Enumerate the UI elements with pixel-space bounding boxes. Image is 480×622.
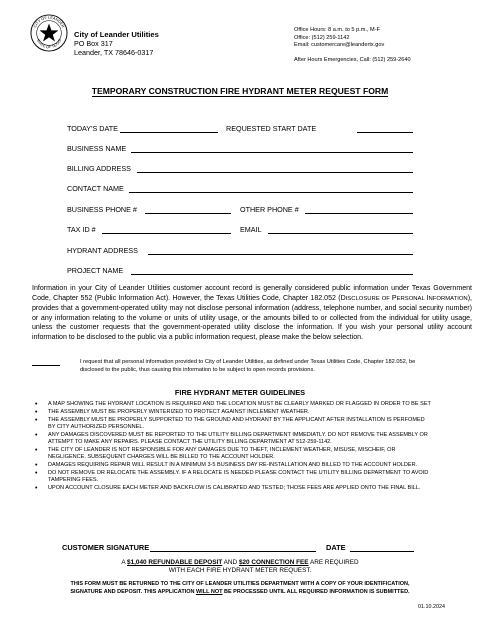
connection-fee: $20 CONNECTION FEE [238, 559, 309, 566]
guideline-item: • THE CITY OF LEANDER IS NOT RESPONSIBLE FOR ANY DAMAGES DUE TO THEFT, INCLEMENT WEATHER, MISUSE, MISCHEIF, OR NEGLIGENCE. SUBSEQUENT CHARGES WILL BE BILLED TO THE ACCOUNT HOLDER. [32, 447, 432, 462]
business-name-label: BUSINESS NAME [67, 144, 127, 153]
signature-date-field[interactable] [350, 551, 414, 552]
address-line-2: Leander, TX 78646-0317 [74, 48, 154, 57]
contact-email: Email: customercare@leandertx.gov [294, 42, 385, 49]
guidelines-list [32, 401, 432, 493]
billing-address-field[interactable] [137, 172, 413, 173]
svg-text:STATE OF TEXAS: STATE OF TEXAS [35, 38, 63, 50]
requested-start-date-label: REQUESTED START DATE [226, 124, 317, 133]
requested-start-date-field[interactable] [357, 132, 413, 133]
business-phone-label: BUSINESS PHONE # [67, 205, 137, 214]
tax-id-label: TAX ID # [67, 225, 96, 234]
submission-notice: THIS FORM MUST BE RETURNED TO THE CITY OF LEANDER UTILITIES DEPARTMENT WITH A COPY OF YOUR IDENTIFICATION, SIGNATURE AND DEPOSIT. THIS APPLICATION WILL NOT BE PROCESSED UNTIL ALL REQUIRED INFORMATION IS SUBMITTED. [70, 581, 410, 595]
guideline-item: • A MAP SHOWING THE HYDRANT LOCATION IS REQUIRED AND THE LOCATION MUST BE CLEARLY MARKED OR FLAGGED IN ORDER TO BE SET [32, 401, 432, 408]
guideline-item: • DO NOT REMOVE OR RELOCATE THE ASSEMBLY. IF A RELOCATE IS NEEDED PLEASE CONTACT THE UTILITY BILLING DEPARTMENT TO AVOID TAMPERING FEES. [32, 470, 432, 485]
billing-address-label: BILLING ADDRESS [67, 164, 131, 173]
business-phone-field[interactable] [145, 213, 231, 214]
email-label: EMAIL [240, 225, 262, 234]
business-name-field[interactable] [131, 152, 413, 153]
hydrant-address-field[interactable] [148, 254, 413, 255]
guidelines-title: FIRE HYDRANT METER GUIDELINES [174, 388, 306, 397]
office-hours: Office Hours: 8 a.m. to 5 p.m., M-F [294, 27, 381, 33]
emergency-phone: After Hours Emergencies, Call: (512) 259-2640 [294, 56, 411, 63]
deposit-amount: $1,040 REFUNDABLE DEPOSIT [127, 559, 223, 566]
tax-id-field[interactable] [102, 233, 231, 234]
office-phone: Office: (512) 259-1142 [294, 34, 350, 41]
contact-info [294, 27, 411, 64]
other-phone-field[interactable] [305, 213, 413, 214]
todays-date-field[interactable] [120, 132, 218, 133]
address-line-1: PO Box 317 [74, 39, 113, 48]
revision-date: 01.10.2024 [418, 604, 445, 610]
other-phone-label: OTHER PHONE # [240, 205, 299, 214]
contact-name-field[interactable] [129, 192, 413, 193]
guideline-item: • UPON ACCOUNT CLOSURE EACH METER AND BACKFLOW IS CALIBRATED AND TESTED; THOSE FEES ARE APPLIED ONTO THE FINAL BILL. [32, 485, 432, 492]
privacy-notice: Information in your City of Leander Utilities customer account record is generally considered public information under Texas Government Code, Chapter 552 (Public Information Act). However, the Texas Utilities Code, Chapter 182.052 (DISCLOSURE OF PERSONAL INFORMATION), provides that a government-operated utility may not disclose personal information (address, telephone number, and social security number) or any information relating to the volume or units of utility usage, or the amounts billed to or collected from the individual for utility usage, unless the customer requests that the government-operated utility disclose the information. If you wish your personal utility account information to be disclosed to the public via a public information request, please make the below selection. [32, 285, 472, 341]
email-field[interactable] [268, 233, 413, 234]
customer-signature-field[interactable] [150, 551, 316, 552]
guideline-item: • THE ASSEMBLY MUST BE PROPERLY WINTERIZED TO PROTECT AGAINST INCLEMENT WEATHER. [32, 409, 432, 416]
todays-date-label: TODAY'S DATE [67, 124, 118, 133]
deposit-requirement: A $1,040 REFUNDABLE DEPOSIT AND $20 CONNECTION FEE ARE REQUIRED WITH EACH FIRE HYDRANT METER REQUEST. [121, 559, 359, 574]
guideline-item: • DAMAGES REQUIRING REPAIR WILL RESULT IN A MINIMUM 3-5 BUSINESS DAY RE-INSTALLATION AND BILLED TO THE ACCOUNT HOLDER. [32, 462, 432, 469]
contact-name-label: CONTACT NAME [67, 184, 124, 193]
guideline-item: • ANY DAMAGES DISCOVERED MUST BE REPORTED TO THE UTILITY BILLING DEPARTMENT IMMEDIATLY. DO NOT REMOVE THE ASSEMBLY OR ATTEMPT TO MAKE ANY REPAIRS. PLEASE CONTACT THE UTILITY BILLING DEPARTMENT AT 512-259-1142. [32, 432, 432, 447]
project-name-label: PROJECT NAME [67, 266, 124, 275]
organization-address [74, 30, 159, 57]
city-seal-logo [30, 14, 68, 52]
hydrant-address-label: HYDRANT ADDRESS [67, 246, 138, 255]
disclosure-initial-field[interactable] [32, 365, 60, 366]
organization-name: City of Leander Utilities [74, 30, 159, 39]
project-name-field[interactable] [131, 274, 413, 275]
svg-text:CITY OF LEANDER: CITY OF LEANDER [32, 15, 66, 29]
disclosure-acknowledgement: I request that all personal information provided to City of Leander Utilities, as defined under Texas Utilities Code, Chapter 182.052, be disclosed to the public, thus causing this information to be subject to open records provisions. [80, 359, 416, 373]
date-label: DATE [326, 543, 346, 552]
guideline-item: • THE ASSEMBLY MUST BE PROPERLY SUPPORTED TO THE GROUND AND HYDRANT BY THE APPLICANT AFTER INSTALLATION IS PERFOMED BY CITY AUTHORIZED PERSONNEL. [32, 417, 432, 432]
form-title: TEMPORARY CONSTRUCTION FIRE HYDRANT METER REQUEST FORM [91, 86, 389, 96]
customer-signature-label: CUSTOMER SIGNATURE [62, 543, 150, 552]
